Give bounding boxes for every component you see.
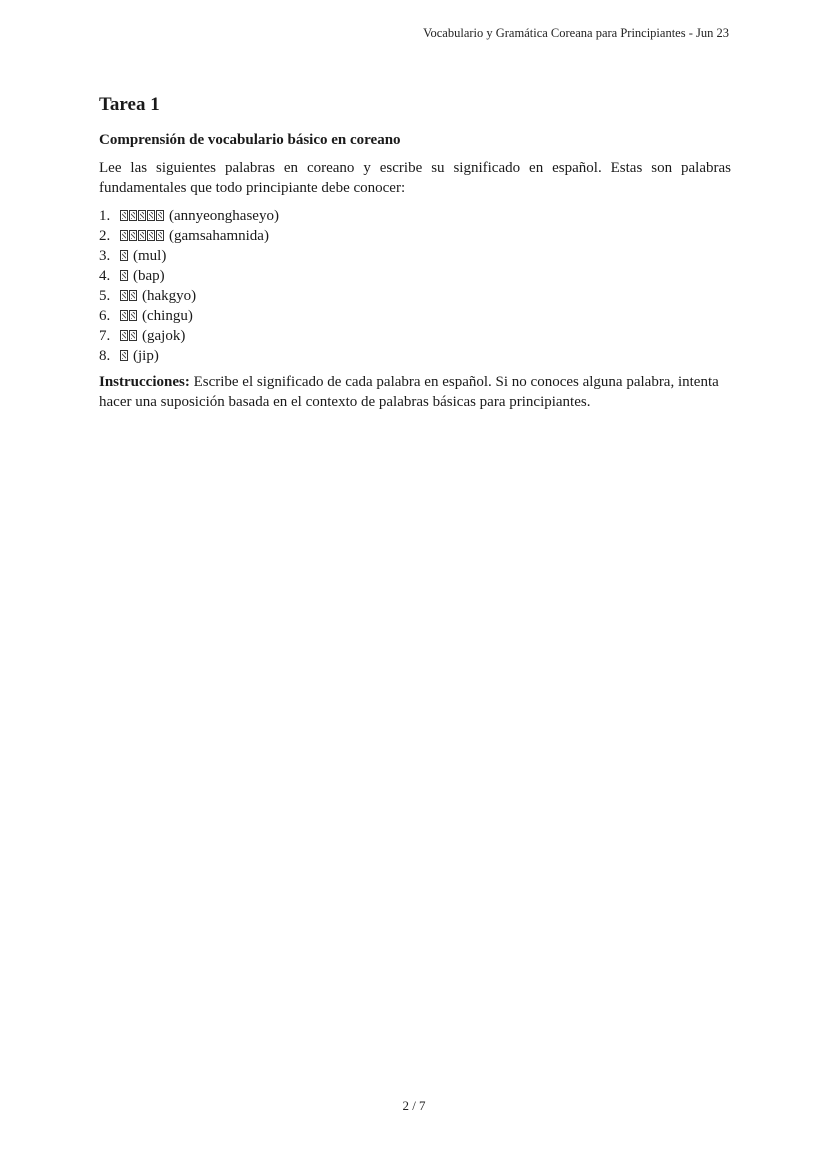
page-number: 2 / 7 <box>402 1098 426 1113</box>
instructions-paragraph <box>99 372 731 412</box>
missing-glyph-icon <box>120 346 129 366</box>
intro-paragraph: Lee las siguientes palabras en coreano y escribe su significado en español. Estas son palabras fundamentales que todo principiante debe conocer: <box>99 160 731 196</box>
romanization: (bap) <box>133 268 165 284</box>
item-number: 4. <box>99 268 111 284</box>
romanization: (gajok) <box>142 328 186 344</box>
romanization: (annyeonghaseyo) <box>169 208 279 224</box>
glyph-box <box>120 290 128 301</box>
missing-glyph-icon <box>120 226 165 246</box>
running-header: Vocabulario y Gramática Coreana para Principiantes - Jun 23 <box>423 26 729 40</box>
romanization: (jip) <box>133 348 159 364</box>
missing-glyph-icon <box>120 286 138 306</box>
vocab-item <box>99 306 731 326</box>
glyph-box <box>129 230 137 241</box>
missing-glyph-icon <box>120 206 165 226</box>
vocab-item <box>99 226 731 246</box>
glyph-box <box>147 230 155 241</box>
task-title: Tarea 1 <box>99 94 160 115</box>
instructions-label: Instrucciones: <box>99 374 190 390</box>
missing-glyph-icon <box>120 246 129 266</box>
instructions-text: Escribe el significado de cada palabra en español. Si no conoces alguna palabra, intenta hacer una suposición basada en el contexto de palabras básicas para principiantes. <box>99 374 719 410</box>
glyph-box <box>120 210 128 221</box>
vocab-item <box>99 246 731 266</box>
missing-glyph-icon <box>120 326 138 346</box>
item-number: 6. <box>99 308 111 324</box>
glyph-box <box>138 210 146 221</box>
vocab-item <box>99 266 731 286</box>
item-number: 5. <box>99 288 111 304</box>
glyph-box <box>120 350 128 361</box>
glyph-box <box>120 310 128 321</box>
romanization: (hakgyo) <box>142 288 197 304</box>
glyph-box <box>147 210 155 221</box>
glyph-box <box>156 230 164 241</box>
item-number: 8. <box>99 348 111 364</box>
glyph-box <box>138 230 146 241</box>
glyph-box <box>129 330 137 341</box>
section-title: Comprensión de vocabulario básico en coreano <box>99 132 401 148</box>
vocab-item <box>99 286 731 306</box>
page-content <box>99 94 731 412</box>
glyph-box <box>120 330 128 341</box>
vocab-item <box>99 326 731 346</box>
romanization: (gamsahamnida) <box>169 228 269 244</box>
item-number: 7. <box>99 328 111 344</box>
item-number: 3. <box>99 248 111 264</box>
glyph-box <box>129 210 137 221</box>
vocab-item <box>99 206 731 226</box>
glyph-box <box>120 270 128 281</box>
glyph-box <box>120 250 128 261</box>
missing-glyph-icon <box>120 266 129 286</box>
romanization: (mul) <box>133 248 167 264</box>
glyph-box <box>156 210 164 221</box>
glyph-box <box>120 230 128 241</box>
item-number: 2. <box>99 228 111 244</box>
item-number: 1. <box>99 208 111 224</box>
glyph-box <box>129 290 137 301</box>
glyph-box <box>129 310 137 321</box>
vocab-list <box>99 206 731 366</box>
vocab-item <box>99 346 731 366</box>
missing-glyph-icon <box>120 306 138 326</box>
romanization: (chingu) <box>142 308 193 324</box>
